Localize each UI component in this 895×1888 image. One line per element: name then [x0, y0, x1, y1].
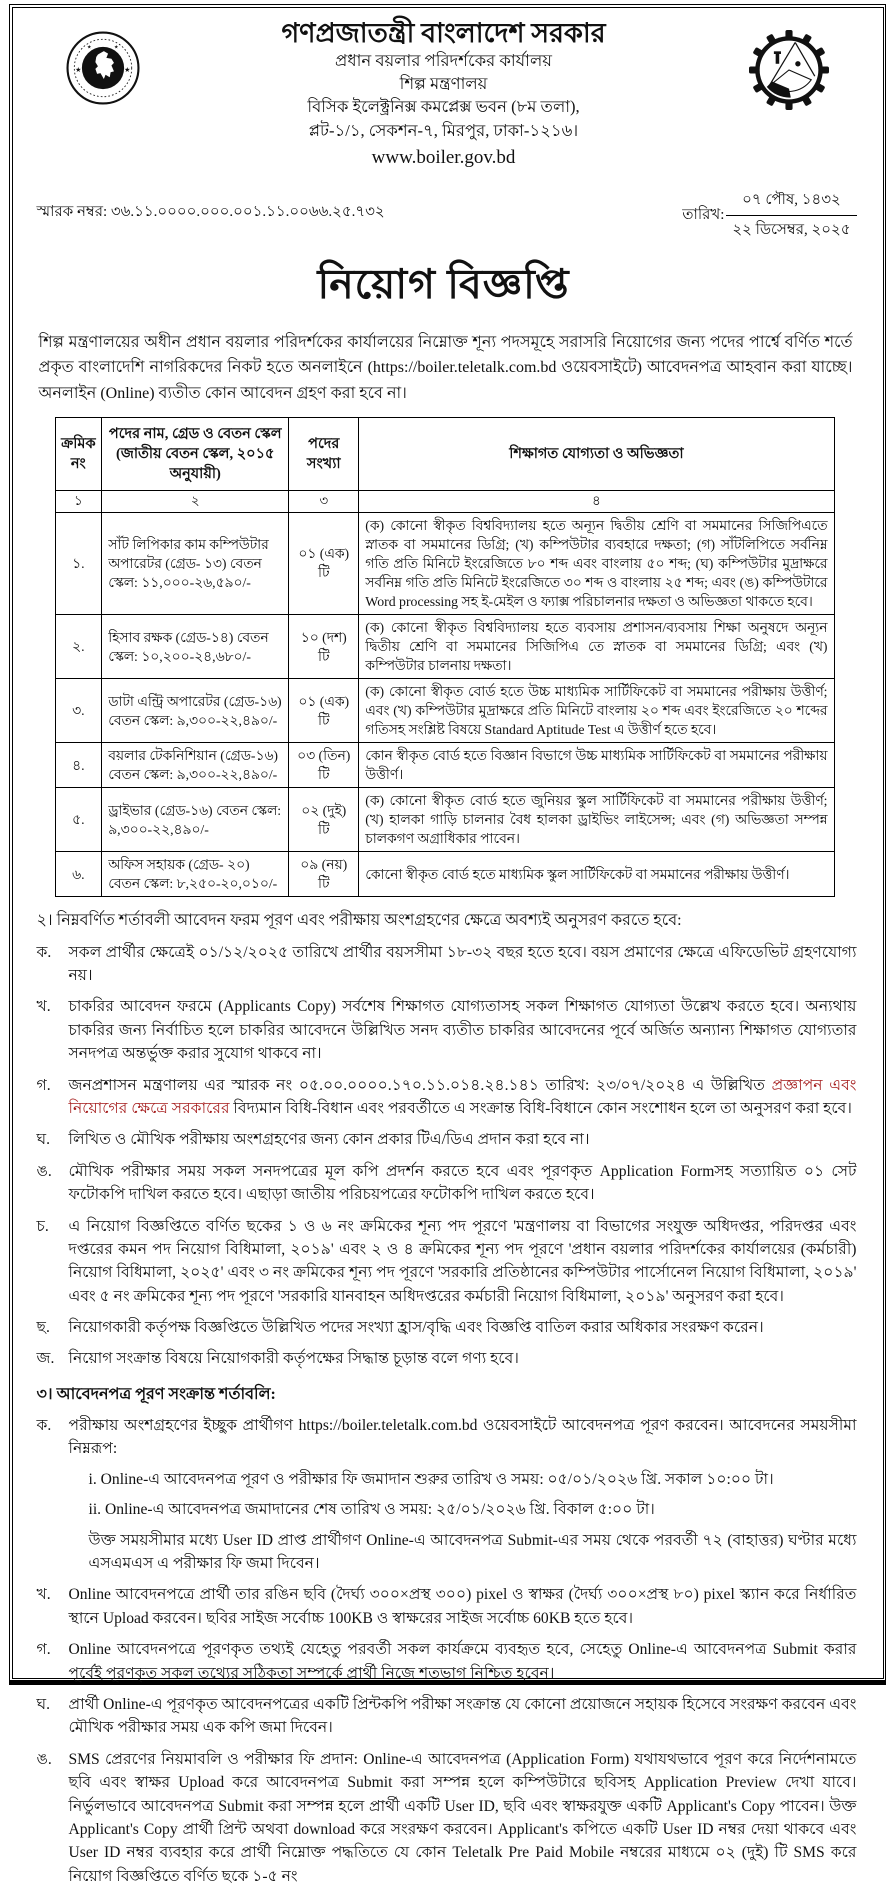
item-text: এ নিয়োগ বিজ্ঞপ্তিতে বর্ণিত ছকের ১ ও ৬ নং ক্রমিকের শূন্য পদ পূরণে 'মন্ত্রণালয় বা বিভাগের সংযুক্ত অধিদপ্তর, পরিদপ্তর এবং দপ্তরের কমন পদ নিয়োগ বিধিমালা, ২০১৯' এবং ২ ও ৪ ক্রমিকের শূন্য পদ পূরণে 'প্রধান বয়লার পরিদর্শকের কার্যালয়ের (কর্মচারী) নিয়োগ বিধিমালা, ২০২৫' এবং ৩ নং ক্রমিকের শূন্য পদ পূরণে 'সরকারি প্রতিষ্ঠানের কম্পিউটার পার্সোনেল নিয়োগ বিধিমালা, ২০১৯' এবং ৫ নং ক্রমিকের শূন্য পদ পূরণে 'সরকারি যানবাহন অধিদপ্তরের কর্মচারী নিয়োগ বিধিমালা, ২০১৯' অনুসরণ করা হবে।	[68, 1217, 857, 1305]
col-number-2: ২	[102, 491, 289, 513]
serial-cell: ১.	[55, 512, 102, 614]
page-frame	[9, 4, 886, 1885]
memo-number: স্মারক নম্বর: ৩৬.১১.০০০০.০০০.০০১.১১.০০৬৬.২৫.৭৩২	[36, 203, 385, 220]
address-line-2: প্লট-১/১, সেকশন-৭, মিরপুর, ঢাকা-১২১৬।	[308, 120, 579, 140]
table-row-6	[55, 852, 834, 897]
item-label: খ.	[36, 998, 51, 1016]
item-text: প্রার্থী Online-এ পূরণকৃত আবেদনপত্রের একটি প্রিন্টকপি পরীক্ষা সংক্রান্ত যে কোনো প্রয়োজনে সহায়ক হিসেবে সংরক্ষণ করবেন এবং মৌখিক পরীক্ষার সময় এক কপি জমা দিবেন।	[68, 1695, 857, 1737]
post-cell: সাঁট লিপিকার কাম কম্পিউটার অপারেটর (গ্রেড- ১৩) বেতন স্কেল: ১১,০০০-২৬,৫৯০/-	[102, 512, 289, 614]
condition-item-ga	[37, 1074, 857, 1121]
item-text-part3: বিদ্যমান বিধি-বিধান এবং পরবর্তীতে এ সংক্রান্ত বিধি-বিধানে কোন সংশোধন হলে তা অনুসরণ করা হবে।	[229, 1099, 852, 1117]
post-cell: ডাটা এন্ট্রি অপারেটর (গ্রেড-১৬) বেতন স্কেল: ৯,৩০০-২২,৪৯০/-	[102, 679, 289, 743]
item-label: ঘ.	[36, 1131, 51, 1149]
serial-cell: ৬.	[55, 852, 102, 897]
date-values	[726, 188, 856, 243]
col-header-serial: ক্রমিক নং	[55, 418, 102, 491]
svg-text:★: ★	[86, 44, 91, 51]
svg-text:★: ★	[74, 66, 81, 74]
memo-row	[37, 188, 857, 243]
item-text: Online আবেদনপত্রে পূরণকৃত তথ্যই যেহেতু পরবর্তী সকল কার্যক্রমে ব্যবহৃত হবে, সেহেতু Online-এ আবেদনপত্র Submit করার পূর্বেই পূরণকৃত সকল তথ্যের সঠিকতা সম্পর্কে প্রার্থী নিজে শতভাগ নিশ্চিত হবেন।	[68, 1641, 857, 1682]
column-number-row	[55, 491, 834, 513]
document-header	[29, 18, 859, 186]
sub-item-ii: ii. Online-এ আবেদনপত্র জমাদানের শেষ তারিখ ও সময়: ২৫/০১/২০২৬ খ্রি. বিকাল ৫:০০ টা।	[88, 1501, 655, 1519]
post-cell: বয়লার টেকনিশিয়ান (গ্রেড-১৬) বেতন স্কেল: ৯,৩০০-২২,৪৯০/-	[102, 743, 289, 788]
item-label: ক.	[36, 1417, 52, 1435]
count-cell: ০৩ (তিন) টি	[289, 743, 359, 788]
item-text: নিয়োগ সংক্রান্ত বিষয়ে নিয়োগকারী কর্তৃপক্ষের সিদ্ধান্ত চূড়ান্ত বলে গণ্য হবে।	[68, 1350, 519, 1368]
sub-item-i: i. Online-এ আবেদনপত্র পূরণ ও পরীক্ষার ফি জমাদান শুরুর তারিখ ও সময়: ০৫/০১/২০২৬ খ্রি. সকাল ১০:০০ টা।	[88, 1470, 774, 1488]
section3-heading: ৩। আবেদনপত্র পূরণ সংক্রান্ত শর্তাবলি:	[36, 1385, 276, 1403]
item-label: ঙ.	[36, 1750, 52, 1768]
count-cell: ০২ (দুই) টি	[289, 788, 359, 852]
item-text-red-part: প্রজ্ঞাপন এবং নিয়োগের ক্ষেত্রে সরকারের	[68, 1076, 857, 1117]
count-cell: ০১ (এক) টি	[289, 512, 359, 614]
item-label: খ.	[36, 1586, 51, 1604]
notice-title: নিয়োগ বিজ্ঞপ্তি	[317, 260, 570, 307]
serial-cell: ২.	[55, 615, 102, 679]
qualification-cell: কোনো স্বীকৃত বোর্ড হতে মাধ্যমিক স্কুল সার্টিফিকেট বা সমমানের পরীক্ষায় উত্তীর্ণ।	[359, 852, 834, 897]
ministry-name: শিল্প মন্ত্রণালয়	[399, 73, 488, 93]
date-block	[682, 188, 856, 243]
item-text	[69, 1074, 857, 1121]
application-item-uma	[37, 1748, 857, 1888]
table-header-row	[55, 418, 834, 491]
col-header-post: পদের নাম, গ্রেড ও বেতন স্কেল (জাতীয় বেতন স্কেল, ২০১৫ অনুযায়ী)	[102, 418, 289, 491]
condition-item-gha	[37, 1128, 857, 1151]
table-row-5	[55, 788, 834, 852]
section2-heading: ২। নিম্নবর্ণিত শর্তাবলী আবেদন ফরম পূরণ এবং পরীক্ষায় অংশগ্রহণের ক্ষেত্রে অবশ্যই অনুসরণ করতে হবে:	[36, 912, 682, 930]
col-number-4: ৪	[359, 491, 834, 513]
svg-text:★: ★	[123, 66, 130, 74]
svg-text:★: ★	[113, 44, 119, 51]
count-cell: ০১ (এক) টি	[289, 679, 359, 743]
application-item-ka	[37, 1414, 857, 1575]
condition-item-ja	[37, 1347, 857, 1370]
condition-item-chha	[37, 1316, 857, 1339]
item-text: নিয়োগকারী কর্তৃপক্ষ বিজ্ঞপ্তিতে উল্লিখিত পদের সংখ্যা হ্রাস/বৃদ্ধি এবং বিজ্ঞপ্তি বাতিল করার অধিকার সংরক্ষণ করেন।	[68, 1319, 764, 1337]
header-text-block	[29, 18, 859, 173]
serial-cell: ৪.	[55, 743, 102, 788]
condition-item-ka	[37, 941, 857, 988]
post-cell: অফিস সহায়ক (গ্রেড- ২০) বেতন স্কেল: ৮,২৫০-২০,০১০/-	[102, 852, 289, 897]
date-label: তারিখ:	[682, 206, 725, 223]
count-cell: ০৯ (নয়) টি	[289, 852, 359, 897]
qualification-cell: (ক) কোনো স্বীকৃত বিশ্ববিদ্যালয় হতে অন্যূন দ্বিতীয় শ্রেণি বা সমমানের সিজিপিএতে স্নাতক বা সমমানের ডিগ্রি; (খ) কম্পিউটার ব্যবহারে দক্ষতা; (গ) সাঁটলিপিতে সর্বনিম্ন গতি প্রতি মিনিটে ইংরেজিতে ৮০ শব্দ এবং বাংলায় ৫০ শব্দ; (ঘ) কম্পিউটার মুদ্রাক্ষরে সর্বনিম্ন গতি প্রতি মিনিটে ইংরেজিতে ৩০ শব্দ ও বাংলায় ২৫ শব্দ; এবং (ঙ) কম্পিউটারে Word processing সহ ই-মেইল ও ফ্যাক্স পরিচালনার দক্ষতা ও অভিজ্ঞতা থাকতে হবে।	[359, 512, 834, 614]
document-page	[12, 7, 884, 1885]
col-header-count: পদের সংখ্যা	[289, 418, 359, 491]
post-cell: হিসাব রক্ষক (গ্রেড-১৪) বেতন স্কেল: ১০,২০০-২৪,৬৮০/-	[102, 615, 289, 679]
condition-item-cha	[37, 1215, 857, 1309]
application-item-ga	[37, 1638, 857, 1685]
intro-paragraph: শিল্প মন্ত্রণালয়ের অধীন প্রধান বয়লার পরিদর্শকের কার্যালয়ের নিম্নোক্ত শূন্য পদসমূহে সরাসরি নিয়োগের জন্য পদের পার্শ্বে বর্ণিত শর্তে প্রকৃত বাংলাদেশি নাগরিকদের নিকট হতে অনলাইনে (https://boiler.teletalk.com.bd ওয়েবসাইটে) আবেদনপত্র আহবান করা যাচ্ছে। অনলাইন (Online) ব্যতীত কোন আবেদন গ্রহণ করা হবে না।	[38, 333, 853, 403]
item-label: ঙ.	[36, 1162, 52, 1180]
col-header-qualification: শিক্ষাগত যোগ্যতা ও অভিজ্ঞতা	[359, 418, 834, 491]
date-gregorian: ২২ ডিসেম্বর, ২০২৫	[732, 221, 851, 238]
govt-seal-icon	[65, 30, 141, 111]
count-cell: ১০ (দশ) টি	[289, 615, 359, 679]
qualification-cell: (ক) কোনো স্বীকৃত বোর্ড হতে জুনিয়র স্কুল সার্টিফিকেট বা সমমানের পরীক্ষায় উত্তীর্ণ; (খ) হালকা গাড়ি চালনার বৈধ হালকা ড্রাইভিং লাইসেন্স; এবং (গ) অভিজ্ঞতা সম্পন্ন চালকগণ অগ্রাধিকার পাবেন।	[359, 788, 834, 852]
col-number-3: ৩	[289, 491, 359, 513]
qualification-cell: কোন স্বীকৃত বোর্ড হতে বিজ্ঞান বিভাগে উচ্চ মাধ্যমিক সার্টিফিকেট বা সমমানের পরীক্ষায় উত্তীর্ণ।	[359, 743, 834, 788]
item-text: চাকরির আবেদন ফরমে (Applicants Copy) সর্বশেষ শিক্ষাগত যোগ্যতাসহ সকল শিক্ষাগত যোগ্যতা উল্লেখ করতে হবে। অন্যথায় চাকরির জন্য নির্বাচিত হলে চাকরির আবেদনে উল্লিখিত সনদ ব্যতীত চাকরির আবেদনের পূর্বে অর্জিত অন্যান্য শিক্ষাগত যোগ্যতার সনদপত্র অন্তর্ভুক্ত করার সুযোগ থাকবে না।	[68, 998, 857, 1063]
qualification-cell: (ক) কোনো স্বীকৃত বোর্ড হতে উচ্চ মাধ্যমিক সার্টিফিকেট বা সমমানের পরীক্ষায় উত্তীর্ণ; এবং (খ) কম্পিউটার মুদ্রাক্ষরে প্রতি মিনিটে বাংলায় ২০ শব্দ এবং ইংরেজিতে ২০ শব্দের গতিসহ সংশ্লিষ্ট বিষয়ে Standard Aptitude Test এ উত্তীর্ণ হতে হবে।	[359, 679, 834, 743]
website-url: www.boiler.gov.bd	[371, 147, 516, 169]
item-label: ছ.	[36, 1319, 50, 1337]
item-text	[69, 1414, 857, 1575]
item-label: ঘ.	[36, 1695, 51, 1713]
condition-item-uma	[37, 1160, 857, 1207]
item-text-part1: জনপ্রশাসন মন্ত্রণালয় এর স্মারক নং ০৫.০০.০০০০.১৭০.১১.০১৪.২৪.১৪১ তারিখ: ২৩/০৭/২০২৪ এ উল্লিখিত	[68, 1076, 772, 1094]
table-row-4	[55, 743, 834, 788]
item-label: গ.	[36, 1076, 51, 1094]
condition-item-kha	[37, 995, 857, 1065]
item-main-text: পরীক্ষায় অংশগ্রহণের ইচ্ছুক প্রার্থীগণ https://boiler.teletalk.com.bd ওয়েবসাইটে আবেদনপত্র পূরণ করবেন। আবেদনের সময়সীমা নিম্নরূপ:	[68, 1417, 857, 1458]
government-title: গণপ্রজাতন্ত্রী বাংলাদেশ সরকার	[281, 17, 606, 48]
item-text: লিখিত ও মৌখিক পরীক্ষায় অংশগ্রহণের জন্য কোন প্রকার টিএ/ডিএ প্রদান করা হবে না।	[68, 1131, 590, 1149]
date-bangla: ০৭ পৌষ, ১৪৩২	[726, 188, 856, 216]
item-text: মৌখিক পরীক্ষার সময় সকল সনদপত্রের মূল কপি প্রদর্শন করতে হবে এবং পূরণকৃত Application Formসহ সত্যায়িত ০১ সেট ফটোকপি দাখিল করতে হবে। এছাড়া জাতীয় পরিচয়পত্রের ফটোকপি দাখিল করতে হবে।	[68, 1162, 857, 1204]
application-item-gha	[37, 1693, 857, 1740]
address-line-1: বিসিক ইলেক্ট্রনিক্স কমপ্লেক্স ভবন (৮ম তলা),	[307, 97, 580, 117]
item-label: ক.	[36, 943, 52, 961]
item-label: গ.	[36, 1641, 51, 1659]
item-text: SMS প্রেরণের নিয়মাবলি ও পরীক্ষার ফি প্রদান: Online-এ আবেদনপত্র (Application Form) যথাযথভাবে পূরণ করে নির্দেশনামতে ছবি এবং স্বাক্ষর Upload করে আবেদনপত্র Submit করা সম্পন্ন হলে কম্পিউটারে ছবিসহ Application Preview দেখা যাবে। নির্ভুলভাবে আবেদনপত্র Submit করা সম্পন্ন হলে প্রার্থী একটি User ID, ছবি এবং স্বাক্ষরযুক্ত একটি Applicant's Copy পাবেন। উক্ত Applicant's Copy প্রার্থী প্রিন্ট অথবা download করে সংরক্ষণ করবেন। Applicant's কপিতে একটি User ID নম্বর দেয়া থাকবে এবং User ID নম্বর ব্যবহার করে প্রার্থী নিম্নোক্ত পদ্ধতিতে যে কোন Teletalk Pre Paid Mobile নম্বরের মাধ্যমে ০২ (দুই) টি SMS করে নিয়োগ বিজ্ঞপ্তিতে বর্ণিত ছকে ১-৫ নং	[68, 1750, 857, 1885]
col-number-1: ১	[55, 491, 102, 513]
sub-item-note: উক্ত সময়সীমার মধ্যে User ID প্রাপ্ত প্রার্থীগণ Online-এ আবেদনপত্র Submit-এর সময় থেকে পরবর্তী ৭২ (বাহাত্তর) ঘণ্টার মধ্যে এসএমএস এ পরীক্ষার ফি জমা দিবেন।	[88, 1531, 857, 1572]
qualification-cell: (ক) কোনো স্বীকৃত বিশ্ববিদ্যালয় হতে ব্যবসায় প্রশাসন/ব্যবসায় শিক্ষা অনুষদে অন্যূন দ্বিতীয় শ্রেণি বা সমমানের সিজিপিএ তে স্নাতক বা সমমানের ডিগ্রি; এবং (খ) কম্পিউটার চালনায় দক্ষতা।	[359, 615, 834, 679]
application-item-kha	[37, 1583, 857, 1630]
table-row-3	[55, 679, 834, 743]
post-cell: ড্রাইভার (গ্রেড-১৬) বেতন স্কেল: ৯,৩০০-২২,৪৯০/-	[102, 788, 289, 852]
office-name: প্রধান বয়লার পরিদর্শকের কার্যালয়	[335, 50, 552, 70]
serial-cell: ৩.	[55, 679, 102, 743]
item-text: সকল প্রার্থীর ক্ষেত্রেই ০১/১২/২০২৫ তারিখে প্রার্থীর বয়সসীমা ১৮-৩২ বছর হতে হবে। বয়স প্রমাণের ক্ষেত্রে এফিডেভিট গ্রহণযোগ্য নয়।	[68, 943, 857, 984]
item-text: Online আবেদনপত্রে প্রার্থী তার রঙিন ছবি (দৈর্ঘ্য ৩০০×প্রস্থ ৩০০) pixel ও স্বাক্ষর (দৈর্ঘ্য ৩০০×প্রস্থ ৮০) pixel স্ক্যান করে নির্ধারিত স্থানে Upload করবেন। ছবির সাইজ সর্বোচ্চ 100KB ও স্বাক্ষরের সাইজ সর্বোচ্চ 60KB হতে হবে।	[68, 1586, 857, 1627]
serial-cell: ৫.	[55, 788, 102, 852]
item-label: চ.	[36, 1217, 49, 1235]
vacancy-table	[55, 417, 835, 897]
boiler-gear-icon	[749, 30, 829, 115]
table-row-2	[55, 615, 834, 679]
item-label: জ.	[36, 1350, 55, 1368]
table-row-1	[55, 512, 834, 614]
